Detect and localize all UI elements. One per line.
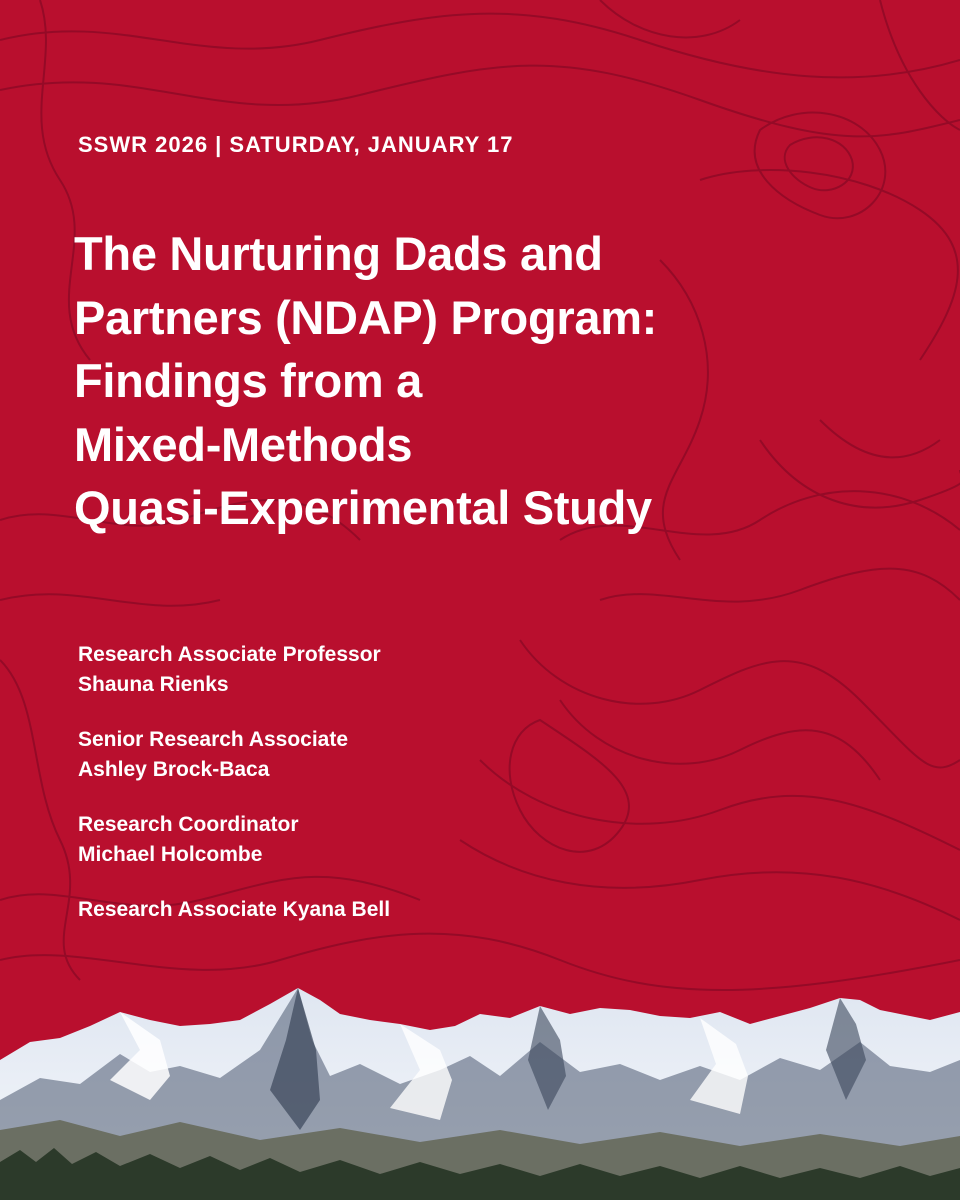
title-line: Mixed-Methods xyxy=(74,417,413,471)
title-line: Quasi-Experimental Study xyxy=(74,481,652,534)
presenter-name: Shauna Rienks xyxy=(78,673,229,696)
presenter-entry xyxy=(78,725,390,785)
presenter-entry xyxy=(78,810,390,870)
presenter-role: Senior Research Associate xyxy=(78,728,349,751)
presenter-entry xyxy=(78,895,390,925)
presenter-role: Research Coordinator xyxy=(78,813,299,836)
snowy-mountain-range-illustration xyxy=(0,980,960,1200)
presenter-role: Research Associate Professor xyxy=(78,643,381,666)
presenter-list xyxy=(78,640,390,950)
event-date-line: SSWR 2026 | SATURDAY, JANUARY 17 xyxy=(78,132,514,157)
presentation-title xyxy=(74,222,914,540)
title-line: The Nurturing Dads and xyxy=(74,227,603,280)
presenter-entry xyxy=(78,640,390,700)
title-line: Partners (NDAP) Program: xyxy=(74,290,658,344)
presenter-name: Ashley Brock-Baca xyxy=(78,758,270,781)
title-line: Findings from a xyxy=(74,354,423,407)
presenter-role: Research Associate Kyana Bell xyxy=(78,898,391,921)
presenter-name: Michael Holcombe xyxy=(78,843,263,866)
